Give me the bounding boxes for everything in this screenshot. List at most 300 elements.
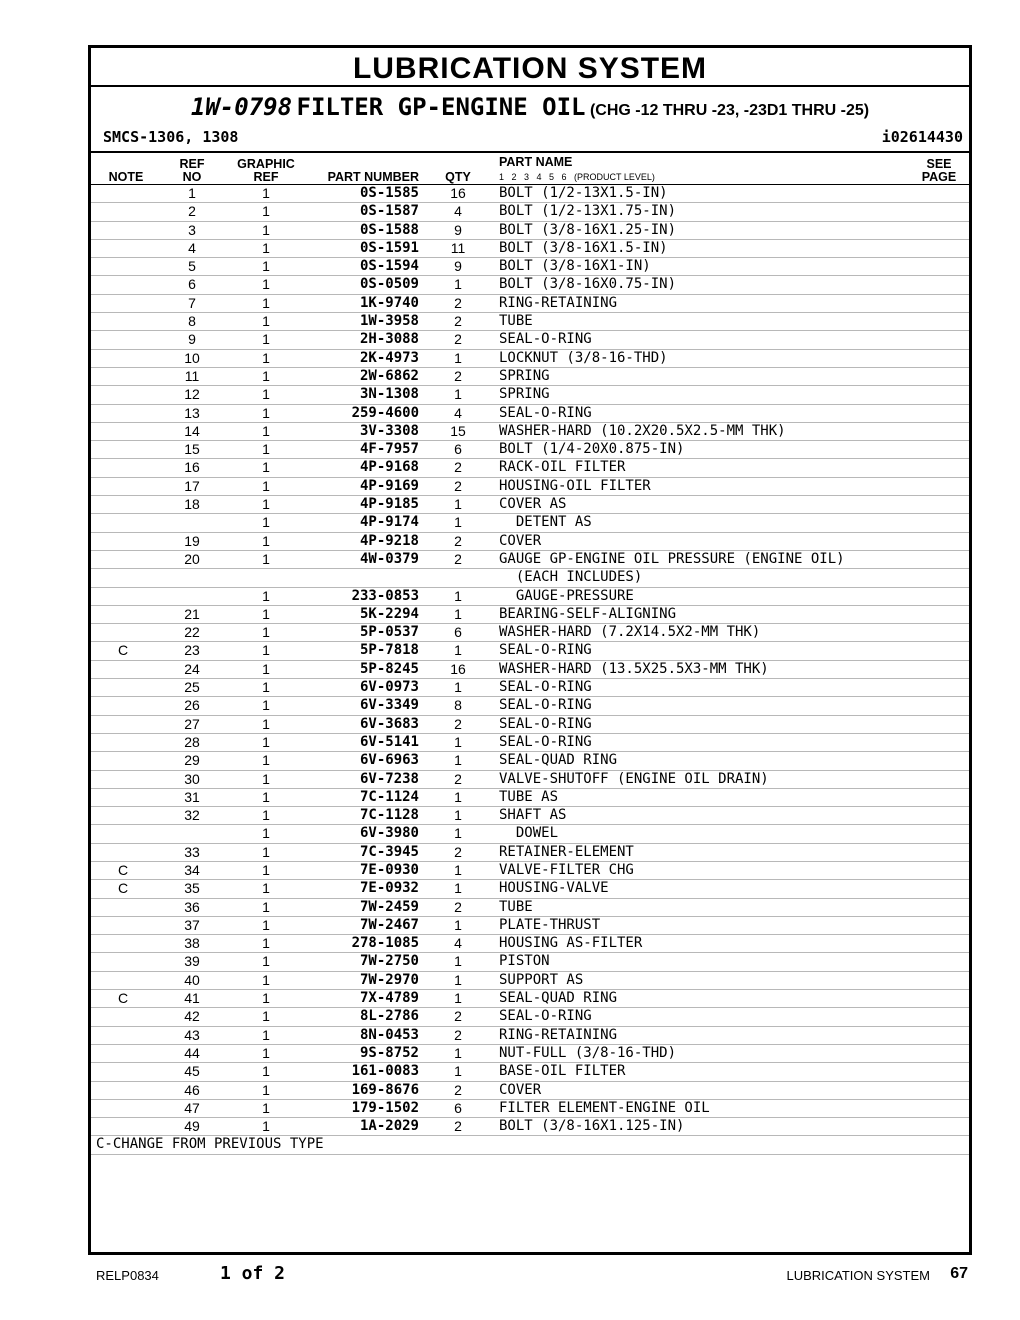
table-row: [91, 533, 969, 551]
graphic-ref-cell: 1: [262, 404, 270, 421]
part-number-cell: 7E-0930: [359, 861, 419, 878]
part-number-cell: 6V-7238: [359, 770, 419, 787]
graphic-ref-cell: 1: [262, 1063, 270, 1080]
part-number-cell: 7X-4789: [359, 990, 419, 1007]
table-row: [91, 331, 969, 349]
graphic-ref-cell: 1: [262, 386, 270, 403]
ref-no-cell: 40: [184, 971, 200, 988]
part-number-cell: 7C-1128: [359, 807, 419, 824]
ref-no-cell: 36: [184, 898, 200, 915]
graphic-ref-cell: 1: [262, 514, 270, 531]
graphic-ref-cell: 1: [262, 916, 270, 933]
ref-no-cell: 4: [188, 239, 196, 256]
ref-no-cell: 35: [184, 880, 200, 897]
part-name-cell: WASHER-HARD (10.2X20.5X2.5-MM THK): [499, 422, 786, 439]
qty-cell: 2: [454, 1008, 462, 1025]
graphic-ref-cell: 1: [262, 331, 270, 348]
note-cell: C: [117, 861, 129, 878]
table-row: [91, 953, 969, 971]
part-name-cell: (EACH INCLUDES): [499, 569, 643, 586]
table-row: [91, 935, 969, 953]
table-row: [91, 807, 969, 825]
ref-no-cell: 18: [184, 496, 200, 513]
qty-cell: 2: [454, 294, 462, 311]
part-name-cell: BOLT (3/8-16X1.25-IN): [499, 221, 677, 238]
graphic-ref-cell: 1: [262, 185, 270, 201]
column-header-see-page: SEE PAGE: [921, 157, 957, 184]
table-row: [91, 825, 969, 843]
part-name-cell: BOLT (3/8-16X1.125-IN): [499, 1118, 685, 1135]
graphic-ref-cell: 1: [262, 971, 270, 988]
graphic-ref-cell: 1: [262, 788, 270, 805]
table-row: [91, 368, 969, 386]
qty-cell: 1: [454, 752, 462, 769]
part-number-cell: 4P-9174: [359, 514, 419, 531]
qty-cell: 6: [454, 441, 462, 458]
table-row: [91, 990, 969, 1008]
note-cell: C: [117, 990, 129, 1007]
qty-cell: 16: [450, 660, 466, 677]
part-number-cell: 179-1502: [351, 1099, 419, 1116]
qty-cell: 1: [454, 1044, 462, 1061]
graphic-ref-cell: 1: [262, 935, 270, 952]
graphic-ref-cell: 1: [262, 1099, 270, 1116]
qty-cell: 15: [450, 422, 466, 439]
part-number-cell: 0S-1588: [359, 221, 419, 238]
qty-cell: 1: [454, 733, 462, 750]
ref-no-cell: 30: [184, 770, 200, 787]
graphic-ref-cell: 1: [262, 203, 270, 220]
part-number-cell: 2H-3088: [359, 331, 419, 348]
part-number-cell: 8N-0453: [359, 1026, 419, 1043]
part-name-cell: SHAFT AS: [499, 807, 567, 824]
ref-no-cell: 34: [184, 861, 200, 878]
graphic-ref-cell: 1: [262, 898, 270, 915]
qty-cell: 1: [454, 679, 462, 696]
parts-list: [91, 185, 969, 1155]
qty-cell: 2: [454, 1026, 462, 1043]
part-name-cell: VALVE-SHUTOFF (ENGINE OIL DRAIN): [499, 770, 769, 787]
part-name-cell: DOWEL: [499, 825, 559, 842]
table-row: [91, 1063, 969, 1081]
table-row: [91, 880, 969, 898]
part-number-cell: 169-8676: [351, 1081, 419, 1098]
part-name-cell: RACK-OIL FILTER: [499, 459, 626, 476]
table-row: [91, 1082, 969, 1100]
part-name-cell: BOLT (3/8-16X1.5-IN): [499, 239, 668, 256]
note-cell: C: [117, 880, 129, 897]
graphic-ref-cell: 1: [262, 843, 270, 860]
part-number-cell: 161-0083: [351, 1063, 419, 1080]
part-number-cell: 4P-9169: [359, 477, 419, 494]
part-name-cell: SEAL-QUAD RING: [499, 990, 618, 1007]
table-row: [91, 752, 969, 770]
part-number-cell: 7C-3945: [359, 843, 419, 860]
graphic-ref-cell: 1: [262, 1081, 270, 1098]
part-number-cell: 3V-3308: [359, 422, 419, 439]
table-row: [91, 423, 969, 441]
ref-no-cell: 39: [184, 953, 200, 970]
part-number-cell: 6V-6963: [359, 752, 419, 769]
graphic-ref-cell: 1: [262, 953, 270, 970]
graphic-ref-cell: 1: [262, 880, 270, 897]
part-number-cell: 8L-2786: [359, 1008, 419, 1025]
part-name-cell: BEARING-SELF-ALIGNING: [499, 605, 677, 622]
part-name-cell: SEAL-O-RING: [499, 697, 592, 714]
part-number-cell: 1A-2029: [359, 1118, 419, 1135]
graphic-ref-cell: 1: [262, 349, 270, 366]
qty-cell: 2: [454, 331, 462, 348]
table-row: [91, 405, 969, 423]
part-name-cell: LOCKNUT (3/8-16-THD): [499, 349, 668, 366]
ref-no-cell: 25: [184, 679, 200, 696]
part-number-cell: 4P-9168: [359, 459, 419, 476]
graphic-ref-cell: 1: [262, 752, 270, 769]
graphic-ref-cell: 1: [262, 825, 270, 842]
table-row: [91, 1008, 969, 1026]
ref-no-cell: 31: [184, 788, 200, 805]
qty-cell: 2: [454, 1081, 462, 1098]
part-name-cell: SEAL-QUAD RING: [499, 752, 618, 769]
part-name-cell: SEAL-O-RING: [499, 404, 592, 421]
table-row: [91, 899, 969, 917]
part-number-cell: 4P-9218: [359, 532, 419, 549]
graphic-ref-cell: 1: [262, 679, 270, 696]
qty-cell: 2: [454, 532, 462, 549]
part-number-cell: 2K-4973: [359, 349, 419, 366]
ref-no-cell: 49: [184, 1118, 200, 1135]
part-number-cell: 278-1085: [351, 935, 419, 952]
table-row: [91, 276, 969, 294]
part-number-cell: 7W-2459: [359, 898, 419, 915]
ref-no-cell: 13: [184, 404, 200, 421]
table-row: [91, 551, 969, 569]
table-row: [91, 642, 969, 660]
table-row: [91, 862, 969, 880]
qty-cell: 4: [454, 404, 462, 421]
part-number-cell: 1K-9740: [359, 294, 419, 311]
part-number-cell: 7C-1124: [359, 788, 419, 805]
graphic-ref-cell: 1: [262, 715, 270, 732]
ref-no-cell: 5: [188, 258, 196, 275]
ref-no-cell: 16: [184, 459, 200, 476]
part-number-cell: 7W-2750: [359, 953, 419, 970]
part-name-cell: SUPPORT AS: [499, 971, 584, 988]
part-number-cell: 6V-0973: [359, 679, 419, 696]
qty-cell: 2: [454, 770, 462, 787]
table-row: [91, 1118, 969, 1136]
ref-no-cell: 7: [188, 294, 196, 311]
part-name-cell: SPRING: [499, 367, 550, 384]
group-heading: [91, 93, 969, 121]
part-number-cell: 7E-0932: [359, 880, 419, 897]
ref-no-cell: 41: [184, 990, 200, 1007]
graphic-ref-cell: 1: [262, 807, 270, 824]
part-name-cell: DETENT AS: [499, 514, 592, 531]
part-name-cell: PISTON: [499, 953, 550, 970]
serial-range: (CHG -12 THRU -23, -23D1 THRU -25): [589, 102, 870, 119]
qty-cell: 1: [454, 587, 462, 604]
ref-no-cell: 38: [184, 935, 200, 952]
qty-cell: 8: [454, 697, 462, 714]
qty-cell: 2: [454, 898, 462, 915]
graphic-ref-cell: 1: [262, 239, 270, 256]
qty-cell: 1: [454, 276, 462, 293]
part-name-cell: COVER AS: [499, 496, 567, 513]
ref-no-cell: 23: [184, 642, 200, 659]
part-number-cell: 7W-2970: [359, 971, 419, 988]
ref-no-cell: 46: [184, 1081, 200, 1098]
part-number-cell: 6V-3980: [359, 825, 419, 842]
product-level-header: 1 2 3 4 5 6 (PRODUCT LEVEL): [499, 172, 655, 182]
qty-cell: 2: [454, 477, 462, 494]
qty-cell: 1: [454, 807, 462, 824]
table-row: [91, 514, 969, 532]
ref-no-cell: 29: [184, 752, 200, 769]
graphic-ref-cell: 1: [262, 422, 270, 439]
graphic-ref-cell: 1: [262, 477, 270, 494]
section-name: LUBRICATION SYSTEM: [786, 1268, 930, 1283]
parts-page-frame: [88, 45, 972, 1255]
ref-no-cell: 37: [184, 916, 200, 933]
ref-no-cell: 21: [184, 605, 200, 622]
qty-cell: 2: [454, 1118, 462, 1135]
graphic-ref-cell: 1: [262, 459, 270, 476]
part-number-cell: 0S-0509: [359, 276, 419, 293]
table-row: [91, 313, 969, 331]
qty-cell: 1: [454, 861, 462, 878]
qty-cell: 4: [454, 935, 462, 952]
table-row: [91, 350, 969, 368]
column-header-qty: QTY: [445, 170, 471, 184]
table-row: [91, 386, 969, 404]
graphic-ref-cell: 1: [262, 697, 270, 714]
ref-no-cell: 3: [188, 221, 196, 238]
divider: [91, 151, 969, 153]
qty-cell: 2: [454, 313, 462, 330]
footnote: C-CHANGE FROM PREVIOUS TYPE: [91, 1136, 969, 1154]
ref-no-cell: 17: [184, 477, 200, 494]
table-row: [91, 1045, 969, 1063]
document-id: RELP0834: [96, 1268, 159, 1283]
part-number-cell: 0S-1587: [359, 203, 419, 220]
part-name-cell: BASE-OIL FILTER: [499, 1063, 626, 1080]
part-number-cell: 4W-0379: [359, 550, 419, 567]
qty-cell: 11: [450, 239, 466, 256]
ref-no-cell: 15: [184, 441, 200, 458]
part-name-cell: BOLT (1/4-20X0.875-IN): [499, 441, 685, 458]
graphic-ref-cell: 1: [262, 1118, 270, 1135]
graphic-ref-cell: 1: [262, 1044, 270, 1061]
graphic-ref-cell: 1: [262, 294, 270, 311]
part-name-cell: TUBE: [499, 898, 533, 915]
part-number-cell: 0S-1594: [359, 258, 419, 275]
graphic-ref-cell: 1: [262, 1008, 270, 1025]
ref-no-cell: 33: [184, 843, 200, 860]
qty-cell: 2: [454, 843, 462, 860]
part-number-cell: 9S-8752: [359, 1044, 419, 1061]
part-name-cell: HOUSING-VALVE: [499, 880, 609, 897]
table-row: [91, 222, 969, 240]
ref-no-cell: 26: [184, 697, 200, 714]
graphic-ref-cell: 1: [262, 624, 270, 641]
ref-no-cell: 27: [184, 715, 200, 732]
graphic-ref-cell: 1: [262, 861, 270, 878]
graphic-ref-cell: 1: [262, 660, 270, 677]
qty-cell: 16: [450, 185, 466, 201]
qty-cell: 1: [454, 788, 462, 805]
ref-no-cell: 24: [184, 660, 200, 677]
table-row: [91, 203, 969, 221]
part-number-cell: 1W-3958: [359, 313, 419, 330]
ref-no-cell: 1: [188, 185, 196, 201]
note-cell: C: [117, 642, 129, 659]
part-number-cell: 259-4600: [351, 404, 419, 421]
table-row: [91, 441, 969, 459]
qty-cell: 2: [454, 459, 462, 476]
part-number-cell: 2W-6862: [359, 367, 419, 384]
ref-no-cell: 12: [184, 386, 200, 403]
table-row: [91, 624, 969, 642]
graphic-ref-cell: 1: [262, 642, 270, 659]
group-part-name: FILTER GP-ENGINE OIL: [296, 93, 586, 121]
part-name-cell: VALVE-FILTER CHG: [499, 861, 634, 878]
qty-cell: 1: [454, 349, 462, 366]
part-name-cell: BOLT (3/8-16X0.75-IN): [499, 276, 677, 293]
part-name-cell: COVER: [499, 1081, 542, 1098]
graphic-ref-cell: 1: [262, 258, 270, 275]
part-name-cell: RING-RETAINING: [499, 1026, 618, 1043]
table-row: [91, 771, 969, 789]
graphic-ref-cell: 1: [262, 770, 270, 787]
table-row: [91, 459, 969, 477]
qty-cell: 2: [454, 715, 462, 732]
part-number-cell: 5P-8245: [359, 660, 419, 677]
table-row: [91, 185, 969, 203]
graphic-ref-cell: 1: [262, 532, 270, 549]
page-title: LUBRICATION SYSTEM: [352, 52, 708, 85]
page-number: 67: [950, 1265, 968, 1282]
smcs-code: SMCS-1306, 1308: [103, 128, 239, 146]
part-number-cell: 6V-3349: [359, 697, 419, 714]
part-name-cell: SPRING: [499, 386, 550, 403]
ref-no-cell: 9: [188, 331, 196, 348]
part-number-cell: 0S-1591: [359, 239, 419, 256]
ref-no-cell: 32: [184, 807, 200, 824]
ref-no-cell: 47: [184, 1099, 200, 1116]
table-row: [91, 697, 969, 715]
table-row: [91, 496, 969, 514]
part-number-cell: 5P-0537: [359, 624, 419, 641]
part-number-cell: 6V-5141: [359, 733, 419, 750]
table-row: [91, 258, 969, 276]
table-row: [91, 789, 969, 807]
part-name-cell: PLATE-THRUST: [499, 916, 601, 933]
column-header-note: NOTE: [108, 170, 144, 184]
part-number-cell: 6V-3683: [359, 715, 419, 732]
part-name-cell: SEAL-O-RING: [499, 642, 592, 659]
part-name-cell: BOLT (1/2-13X1.5-IN): [499, 185, 668, 201]
page-indicator: 1 of 2: [220, 1263, 286, 1284]
graphic-ref-cell: 1: [262, 605, 270, 622]
part-number-cell: 7W-2467: [359, 916, 419, 933]
graphic-ref-cell: 1: [262, 1026, 270, 1043]
graphic-ref-cell: 1: [262, 276, 270, 293]
qty-cell: 1: [454, 496, 462, 513]
qty-cell: 1: [454, 386, 462, 403]
qty-cell: 1: [454, 990, 462, 1007]
graphic-ref-cell: 1: [262, 990, 270, 1007]
table-row: [91, 734, 969, 752]
graphic-ref-cell: 1: [262, 221, 270, 238]
qty-cell: 6: [454, 1099, 462, 1116]
ref-no-cell: 42: [184, 1008, 200, 1025]
graphic-ref-cell: 1: [262, 313, 270, 330]
ref-no-cell: 22: [184, 624, 200, 641]
qty-cell: 1: [454, 514, 462, 531]
ref-no-cell: 44: [184, 1044, 200, 1061]
ref-no-cell: 6: [188, 276, 196, 293]
ref-no-cell: 11: [184, 367, 200, 384]
column-header-ref: REF NO: [179, 157, 205, 184]
part-name-cell: RETAINER-ELEMENT: [499, 843, 634, 860]
part-name-cell: FILTER ELEMENT-ENGINE OIL: [499, 1099, 710, 1116]
graphic-ref-cell: 1: [262, 733, 270, 750]
part-name-cell: HOUSING AS-FILTER: [499, 935, 643, 952]
ref-no-cell: 28: [184, 733, 200, 750]
part-number-cell: 4P-9185: [359, 496, 419, 513]
ref-no-cell: 2: [188, 203, 196, 220]
part-name-cell: NUT-FULL (3/8-16-THD): [499, 1044, 677, 1061]
qty-cell: 1: [454, 642, 462, 659]
part-name-cell: TUBE AS: [499, 788, 559, 805]
graphic-ref-cell: 1: [262, 550, 270, 567]
graphic-ref-cell: 1: [262, 587, 270, 604]
table-row: [91, 588, 969, 606]
qty-cell: 4: [454, 203, 462, 220]
ref-no-cell: 19: [184, 532, 200, 549]
table-row: [91, 917, 969, 935]
table-row: [91, 569, 969, 587]
part-name-cell: GAUGE GP-ENGINE OIL PRESSURE (ENGINE OIL): [499, 550, 845, 567]
ref-no-cell: 43: [184, 1026, 200, 1043]
part-number-cell: 0S-1585: [359, 185, 419, 201]
qty-cell: 1: [454, 953, 462, 970]
table-row: [91, 716, 969, 734]
part-name-cell: SEAL-O-RING: [499, 679, 592, 696]
qty-cell: 1: [454, 880, 462, 897]
column-header-part-name: PART NAME: [499, 155, 573, 169]
table-row: [91, 661, 969, 679]
graphic-ref-cell: 1: [262, 367, 270, 384]
part-name-cell: SEAL-O-RING: [499, 715, 592, 732]
qty-cell: 9: [454, 221, 462, 238]
table-row: [91, 295, 969, 313]
table-row: [91, 478, 969, 496]
part-name-cell: SEAL-O-RING: [499, 1008, 592, 1025]
qty-cell: 1: [454, 916, 462, 933]
part-name-cell: WASHER-HARD (13.5X25.5X3-MM THK): [499, 660, 769, 677]
table-row: [91, 240, 969, 258]
graphic-ref-cell: 1: [262, 441, 270, 458]
table-row: [91, 844, 969, 862]
part-name-cell: SEAL-O-RING: [499, 733, 592, 750]
graphic-ref-cell: 1: [262, 496, 270, 513]
part-name-cell: SEAL-O-RING: [499, 331, 592, 348]
part-name-cell: TUBE: [499, 313, 533, 330]
part-number-cell: 5P-7818: [359, 642, 419, 659]
part-number-cell: 233-0853: [351, 587, 419, 604]
